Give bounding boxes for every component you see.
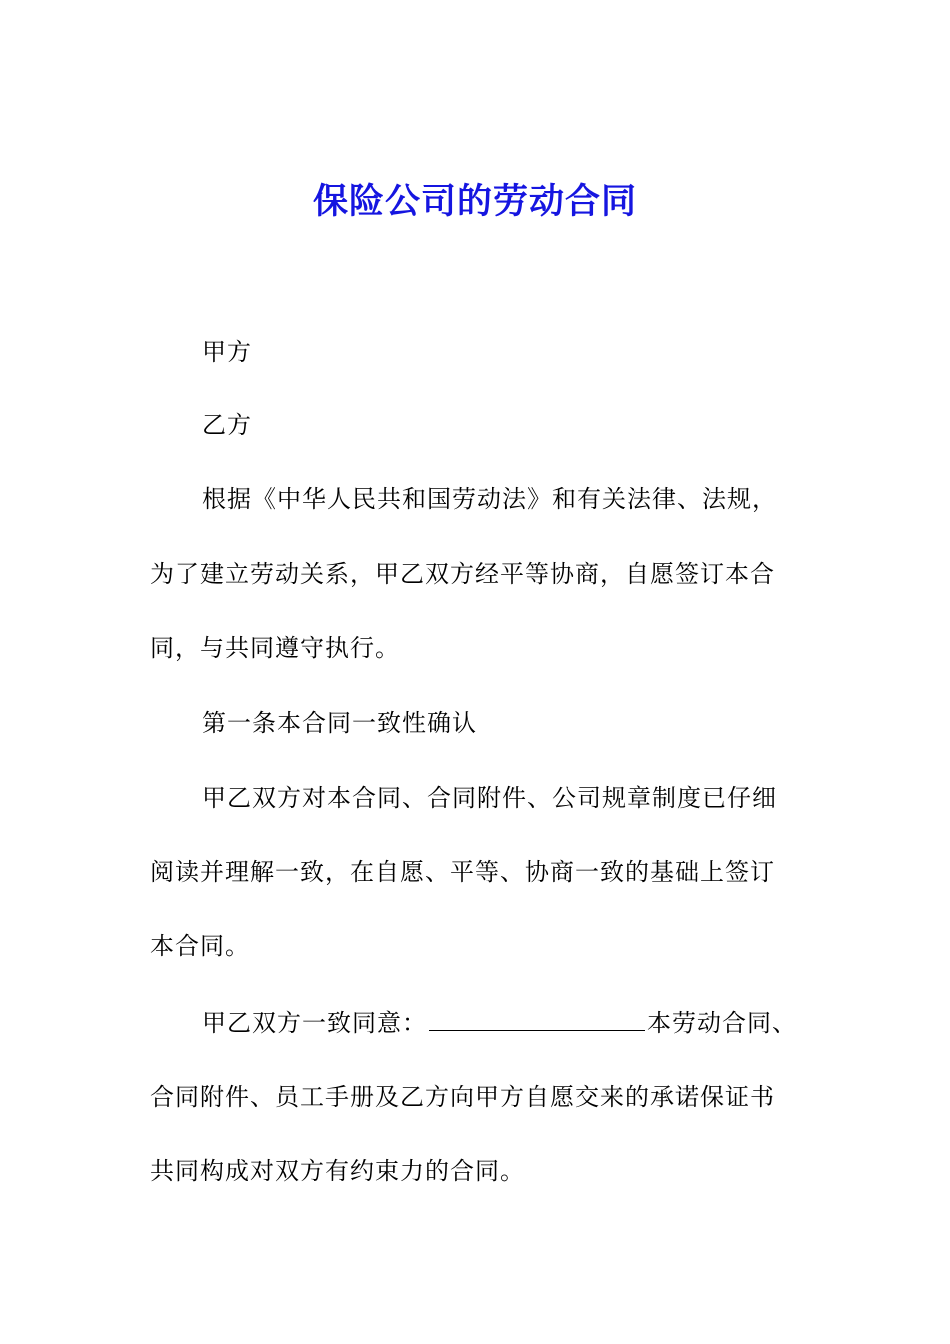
fill-in-blank bbox=[429, 1008, 645, 1031]
article-1-para-1-line-2: 阅读并理解一致，在自愿、平等、协商一致的基础上签订 bbox=[150, 858, 775, 886]
agreement-prefix: 甲乙双方一致同意： bbox=[202, 1009, 427, 1037]
article-1-para-2-line-2: 合同附件、员工手册及乙方向甲方自愿交来的承诺保证书 bbox=[150, 1083, 775, 1111]
intro-line-2: 为了建立劳动关系，甲乙双方经平等协商，自愿签订本合 bbox=[150, 560, 775, 588]
article-1-para-2-line-3: 共同构成对双方有约束力的合同。 bbox=[150, 1157, 525, 1185]
article-1-para-1-line-1: 甲乙双方对本合同、合同附件、公司规章制度已仔细 bbox=[202, 784, 777, 812]
article-1-para-2-line-1 bbox=[202, 1005, 797, 1041]
party-b-label: 乙方 bbox=[202, 411, 252, 439]
article-1-para-1-line-3: 本合同。 bbox=[150, 932, 250, 960]
article-1-heading: 第一条本合同一致性确认 bbox=[202, 709, 477, 737]
document-title: 保险公司的劳动合同 bbox=[312, 182, 637, 222]
intro-line-1: 根据《中华人民共和国劳动法》和有关法律、法规， bbox=[202, 485, 777, 513]
intro-line-3: 同，与共同遵守执行。 bbox=[150, 634, 400, 662]
agreement-suffix: 本劳动合同、 bbox=[647, 1009, 797, 1037]
party-a-label: 甲方 bbox=[202, 338, 252, 366]
